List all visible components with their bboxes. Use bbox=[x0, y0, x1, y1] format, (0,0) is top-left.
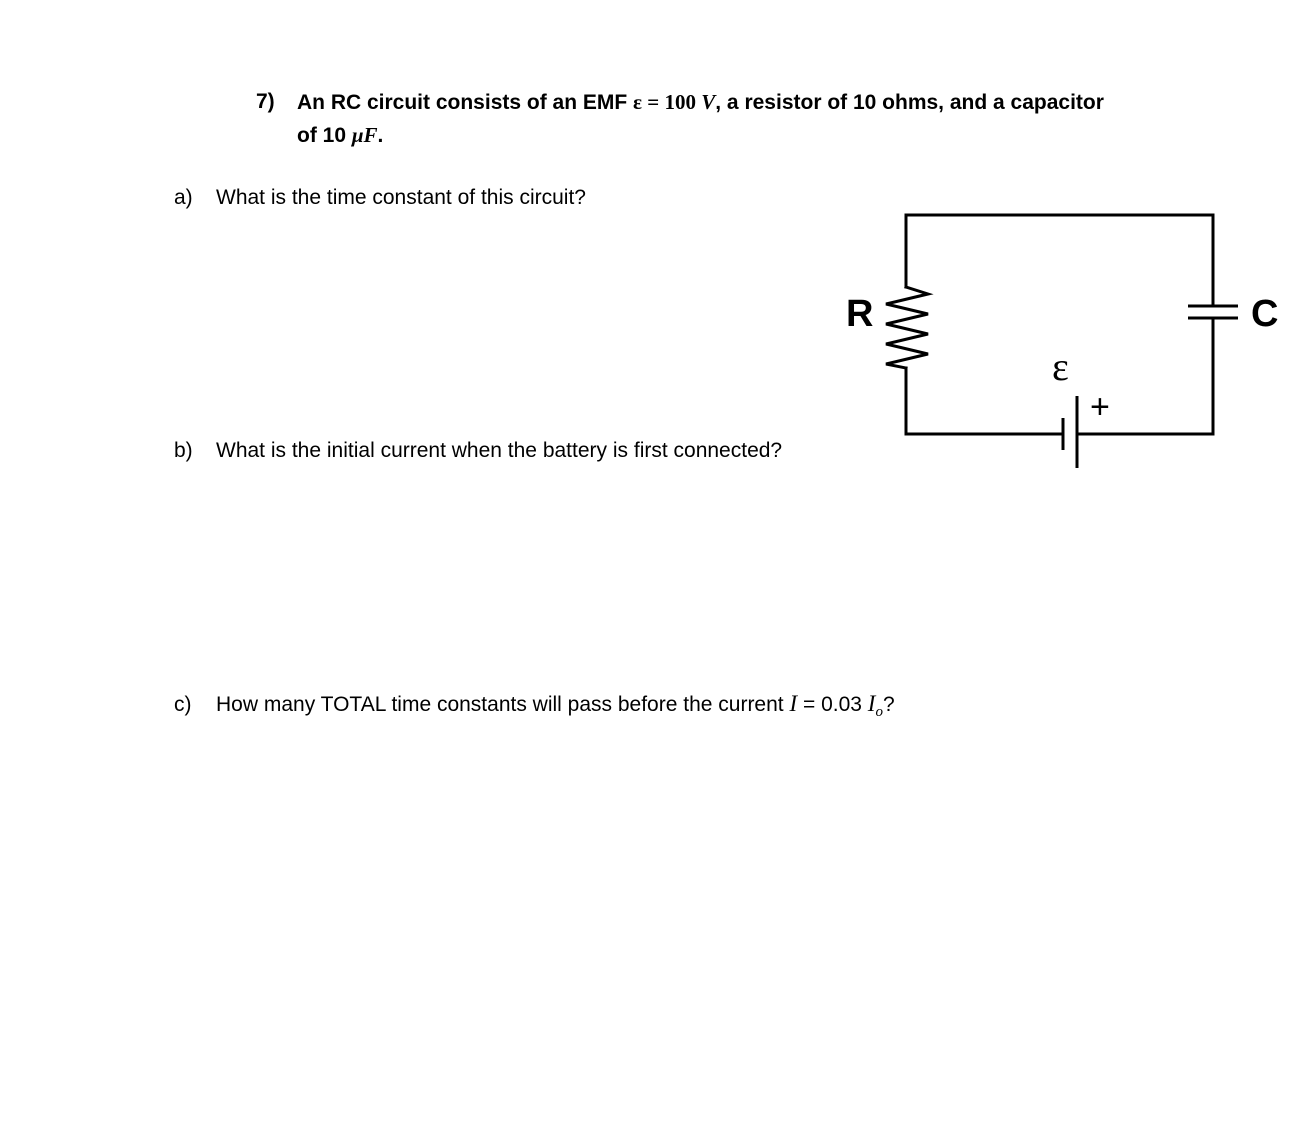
problem-text-2: , a resistor of 10 ohms, and a capacitor bbox=[715, 91, 1104, 114]
capacitance-unit: μF bbox=[351, 123, 378, 147]
current-variable: I bbox=[789, 691, 798, 716]
initial-current-variable: I bbox=[867, 691, 876, 716]
emf-unit: V bbox=[701, 90, 716, 114]
battery-plus-label: + bbox=[1090, 388, 1110, 426]
question-c-letter: c) bbox=[174, 693, 192, 716]
emf-symbol: ε bbox=[633, 90, 643, 114]
question-c-equals: = 0.03 bbox=[797, 693, 868, 716]
resistor-symbol bbox=[886, 287, 928, 368]
problem-text-4: . bbox=[377, 124, 384, 147]
question-b-text: What is the initial current when the battery is first connected? bbox=[216, 439, 783, 462]
resistor-label: R bbox=[846, 293, 874, 335]
problem-text-3: of 10 bbox=[297, 124, 352, 147]
initial-current-subscript: o bbox=[875, 704, 883, 720]
question-a-text: What is the time constant of this circuit? bbox=[216, 186, 586, 209]
question-c-text: How many TOTAL time constants will pass before the current bbox=[216, 693, 790, 716]
question-b-letter: b) bbox=[174, 439, 193, 462]
capacitor-label: C bbox=[1251, 293, 1279, 335]
emf-label: ε bbox=[1052, 344, 1069, 389]
question-c-end: ? bbox=[882, 693, 895, 716]
question-a-letter: a) bbox=[174, 186, 193, 209]
problem-text-1: An RC circuit consists of an EMF bbox=[297, 91, 634, 114]
emf-equals: = 100 bbox=[642, 90, 702, 114]
problem-number: 7) bbox=[256, 90, 275, 113]
